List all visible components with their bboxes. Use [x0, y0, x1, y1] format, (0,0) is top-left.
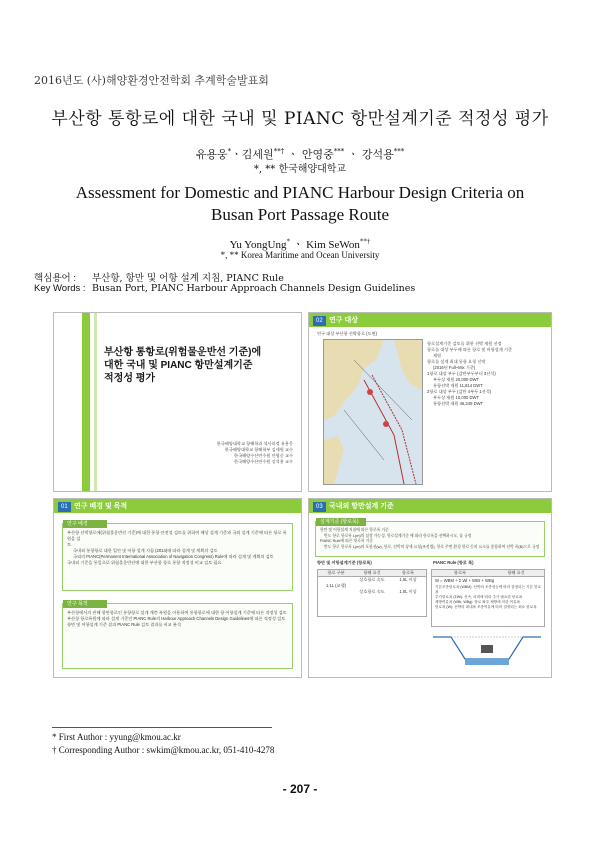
slide-number: 02: [313, 316, 326, 326]
keywords-korean: [34, 270, 284, 284]
footnote-first-author: [52, 732, 181, 742]
bullet-text: 항로설계기준 검토를 위한 선박 제원 선정: [427, 341, 502, 346]
bullet-text: 통항선박 제원 46,249 DWT: [433, 401, 484, 406]
separator: ㆍ: [344, 148, 362, 161]
page-number: - 207 -: [282, 782, 318, 796]
bullet-text: 부두상 제원 10,000 DWT: [433, 395, 480, 400]
table-header-cell: 항해 요건: [363, 570, 381, 575]
author-name: 강석용: [361, 148, 394, 161]
slide-heading: 연구 배경 및 목적: [74, 503, 128, 510]
note-line: 기본조종항로폭 (WBM): 선박의 조종성능에 따라 결정되는 기본 항로 폭: [435, 585, 541, 594]
section-body: [63, 530, 292, 566]
author-name: Yu YongUng: [229, 239, 287, 251]
author-mark: **†: [359, 237, 371, 246]
table-row: [318, 589, 426, 595]
keywords-label: 핵심용어 :: [34, 273, 76, 284]
table-header: [318, 570, 426, 577]
body-line: 항만 및 어항설계 지침에 따른 항로폭 기준: [320, 528, 389, 532]
korean-criteria-table: [317, 569, 427, 617]
bullet-text: (2016년 Full~Mix 기준): [433, 365, 476, 370]
slide-accent-bar: [82, 313, 90, 491]
slide-accent-stripe: [94, 313, 97, 491]
table-header-cell: 항로폭: [401, 570, 415, 575]
slide-background-purpose: [53, 498, 302, 678]
english-title-line: Assessment for Domestic and PIANC Harbour Design Criteria on: [75, 183, 525, 202]
body-line: 반도 항로 항로폭 L(m)의 포함선(w), 항로, 선박의 상세 요청(조정법), 항로 주변 환경 항로 등의 요소를 종합하여 선박 폭(B)으로 규정: [324, 544, 540, 549]
author-mark: ***: [333, 147, 345, 156]
body-line: 부산항 선박항로에(위험물운반선 기준)에 대한 통항 안전성 검토를 위하여 해상 설계 기준과 국외 설계 기준에 따른 항로 폭원을 검: [67, 530, 287, 541]
body-line: 부산항 항로폭원에 따라 설계 기준인 PIANC Rule의 Harbour Approach Channels Design Guidelines에 따른 적정성 검토: [67, 616, 286, 621]
slide-heading: 연구 대상: [329, 317, 358, 324]
section-label: 연구 목적: [63, 600, 107, 608]
english-affiliation: *, ** Korea Maritime and Ocean University: [220, 250, 380, 260]
bullet-text: 항로를 대상 부두에 따른 항로 및 어항설계 기준: [427, 347, 513, 352]
slide-title-line: 부산항 통항로(위험물운반선 기준)에: [104, 347, 262, 358]
bullet-text: 통항선박 제원 11,814 DWT: [433, 383, 483, 388]
section-label: 설계기준 (항로폭): [316, 518, 366, 526]
bullet-text: 항로를 설계 최대 통항 요청 선박: [427, 359, 486, 364]
criteria-box: [315, 521, 545, 557]
keywords-label: Key Words :: [34, 283, 86, 294]
port-chart-image: [323, 339, 423, 485]
slide-subheading: 연구 대상 부산항 선박항로 (도면): [317, 331, 378, 336]
bullet-text: 제원: [433, 353, 442, 358]
footnote-text: First Author : yyung@kmou.ac.kr: [56, 732, 181, 742]
body-line: 국내외 통항항로 대한 입안 및 어항 설계 지침 (2014)에 따라 설계 및 계획의 검토: [73, 548, 218, 553]
formula-notes: [432, 585, 544, 610]
table-header-cell: 항해 요건: [507, 570, 525, 575]
table-cell: 상호항로 속도: [359, 589, 385, 594]
footnote-text: Corresponding Author : swkim@kmou.ac.kr, 051-410-4278: [56, 745, 275, 755]
bullet-text: 2항로 대상 부두 (감만 4부두 1선석): [427, 389, 492, 394]
table-cell: 1.1L (교행): [325, 583, 347, 588]
channel-profile-graphic: [431, 629, 543, 669]
author-mark: *: [286, 237, 290, 246]
bullet-text: 부두상 제원 20,000 DWT: [433, 377, 480, 382]
body-line: 토: [67, 542, 72, 547]
slide-credits: [217, 441, 293, 465]
section-label: 연구 배경: [63, 520, 107, 528]
footnote-mark: *: [52, 732, 57, 742]
slide-title: [53, 312, 302, 492]
author-name: Kim SeWon: [306, 239, 360, 251]
separator: ㆍ: [284, 148, 302, 161]
table-header: [432, 570, 544, 577]
note-line: 추가항로폭 (ΣWi): 선속, 외력에 따라 추가 필요한 항로폭: [435, 595, 523, 599]
slide-research-subject: [308, 312, 552, 492]
separator: ㆍ: [289, 239, 307, 251]
section-body: [63, 610, 292, 628]
slide-title-line: 대한 국내 및 PIANC 항만설계기준: [104, 360, 253, 371]
body-line: 국내외 기준을 통일으로 위험물운반선에 대한 부산항 항로 통항 적정성 비교 검토 필요: [67, 560, 222, 565]
korean-title: 부산항 통항로에 대한 국내 및 PIANC 항만설계기준 적정성 평가: [51, 109, 549, 129]
bullet-text: 1항로 대상 부두 (감만부두부터 3선석): [427, 371, 496, 376]
nautical-chart-graphic: [324, 340, 422, 484]
credit-line: 한국해양대학교 항해학과 석사과정 유용웅: [216, 441, 293, 446]
footnote-corresponding-author: [52, 745, 274, 755]
body-line: 반도 항로 항로폭 L(m)의 설정 가능성, 항로설계기준 에 따라 항로폭을 선택하시오, 를 규정: [324, 533, 472, 538]
keywords-value: Busan Port, PIANC Harbour Approach Channels Design Guidelines: [92, 283, 416, 294]
credit-line: 한국해양대학교 항해학부 김세원 교수: [224, 447, 293, 452]
body-line: 부산항에서의 관해 항만항로인 통항항로 설계 계층 폭원을 이용하여 통항항로에 대한 항 어항설계 기준에 따른 적정성 검토: [67, 610, 287, 615]
slide-main-title: [104, 346, 261, 385]
body-line: 항만 및 어항설계 기준 결과 PIANC Rule 검토 결과를 비교 분석: [67, 622, 181, 627]
slide-bullets: [427, 341, 547, 407]
width-formula: W = WBM + Σ Wi + WBr + WBg: [435, 578, 495, 583]
subsection-title: 항만 및 어항설계기준 (항로폭): [317, 560, 372, 565]
keywords-value: 부산항, 항만 및 어항 설계 지침, PIANC Rule: [92, 273, 284, 284]
conference-header: 2016년도 (사)해양환경안전학회 추계학술발표회: [34, 74, 269, 87]
section-body: [316, 528, 544, 550]
korean-affiliation: *, ** 한국해양대학교: [253, 164, 347, 175]
table-cell: 1.0L 이상: [399, 589, 417, 594]
note-line: 제방여유폭 (WBr, WBg): 항로 좌우 제방에 의한 여유폭: [435, 600, 520, 604]
english-title: [0, 182, 600, 226]
table-cell: 1.5L 이상: [399, 577, 417, 582]
slide-title-line: 적정성 평가: [104, 373, 156, 384]
slide-design-criteria: [308, 498, 552, 678]
slide-heading: 국내외 항만설계 기준: [329, 503, 394, 510]
subsection-title: PIANC Rule (항로 폭): [433, 560, 474, 565]
author-mark: *: [227, 147, 232, 156]
purpose-box: [62, 603, 293, 669]
body-line: PIANC Rule에 따른 항로폭 기준: [320, 539, 373, 543]
slide-number: 03: [313, 502, 326, 512]
author-name: 유용웅: [195, 148, 228, 161]
note-line: 항로폭 (W): 선박의 최대폭 조종여유에 따라 결정되는 최소 항로폭: [435, 605, 537, 609]
author-mark: **†: [273, 147, 285, 156]
pianc-criteria-table: [431, 569, 545, 627]
credit-line: 한국해양수산연수원 강석용 교수: [234, 459, 293, 464]
table-cell: 상호항로 속도: [359, 577, 385, 582]
author-name: 김세원: [241, 148, 274, 161]
body-line: 국외의 PIANC(Permanent International Association of Navigation Congress) Rule에 따라 설계 및 계획의 검토: [73, 554, 274, 559]
table-header-cell: 항로폭: [453, 570, 467, 575]
keywords-english: [34, 283, 415, 294]
credit-line: 한국해양수산연수원 안영중 교수: [234, 453, 293, 458]
channel-cross-section-diagram: [431, 629, 543, 669]
author-name: 안영중: [301, 148, 334, 161]
author-mark: ***: [393, 147, 405, 156]
slide-number: 01: [58, 502, 71, 512]
footnote-mark: †: [52, 745, 57, 755]
footnote-rule: [52, 727, 272, 728]
table-header-cell: 항로 구분: [327, 570, 345, 575]
background-box: [62, 523, 293, 591]
separator: ㆍ: [231, 148, 242, 161]
english-title-line: Busan Port Passage Route: [210, 205, 390, 224]
